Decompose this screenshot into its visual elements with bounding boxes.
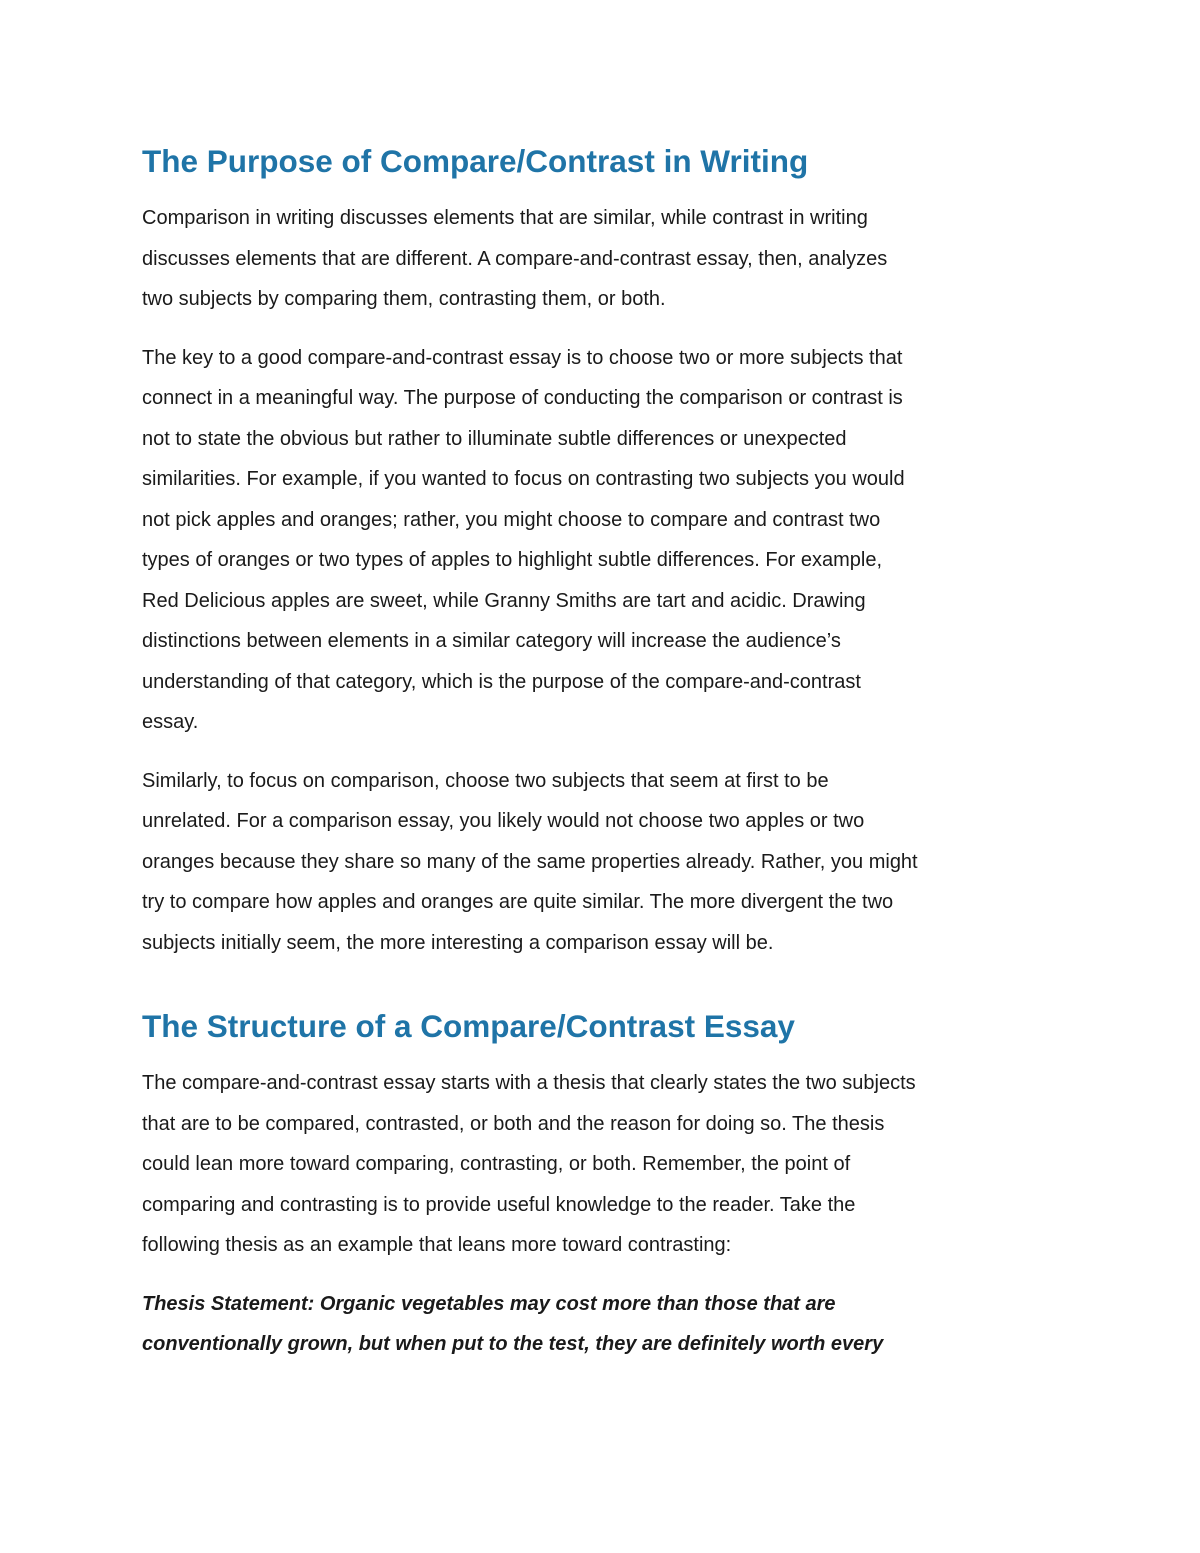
text-line: The compare-and-contrast essay starts with a thesis that clearly states the two subjects [142, 1072, 916, 1094]
section-heading-structure: The Structure of a Compare/Contrast Essay [142, 1008, 795, 1044]
text-line: Red Delicious apples are sweet, while Granny Smiths are tart and acidic. Drawing [142, 589, 866, 612]
text-line: unrelated. For a comparison essay, you likely would not choose two apples or two [142, 810, 865, 832]
text-line: essay. [142, 711, 199, 733]
text-line: Similarly, to focus on comparison, choose two subjects that seem at first to be [142, 769, 829, 792]
paragraph-key-to-good-essay [142, 338, 1067, 743]
thesis-statement [142, 1284, 1067, 1365]
text-line: understanding of that category, which is the purpose of the compare-and-contrast [142, 670, 861, 693]
text-line: try to compare how apples and oranges are quite similar. The more divergent the two [142, 891, 894, 913]
text-line: could lean more toward comparing, contrasting, or both. Remember, the point of [142, 1153, 851, 1175]
paragraph-comparison-definition [142, 198, 1067, 320]
text-line: The key to a good compare-and-contrast essay is to choose two or more subjects that [142, 346, 903, 369]
text-line: types of oranges or two types of apples to highlight subtle differences. For example, [142, 549, 883, 571]
text-line: subjects initially seem, the more interesting a comparison essay will be. [142, 931, 774, 954]
paragraph-essay-structure [142, 1063, 1067, 1266]
text-line: two subjects by comparing them, contrasting them, or both. [142, 288, 666, 310]
text-line: discusses elements that are different. A compare-and-contrast essay, then, analyzes [142, 247, 888, 270]
text-line: that are to be compared, contrasted, or both and the reason for doing so. The thesis [142, 1112, 885, 1135]
text-line: similarities. For example, if you wanted to focus on contrasting two subjects you would [142, 468, 905, 490]
paragraph-focus-on-comparison [142, 761, 1067, 964]
text-line: connect in a meaningful way. The purpose of conducting the comparison or contrast is [142, 387, 903, 409]
text-line: distinctions between elements in a similar category will increase the audience’s [142, 630, 841, 652]
text-line: Comparison in writing discusses elements that are similar, while contrast in writing [142, 207, 868, 229]
section-heading-purpose: The Purpose of Compare/Contrast in Writing [142, 143, 809, 179]
text-line: following thesis as an example that leans more toward contrasting: [142, 1234, 732, 1256]
text-line: not pick apples and oranges; rather, you might choose to compare and contrast two [142, 508, 881, 531]
text-line: Thesis Statement: Organic vegetables may cost more than those that are [142, 1292, 836, 1315]
text-line: conventionally grown, but when put to the test, they are definitely worth every [142, 1333, 884, 1355]
document-page [142, 138, 1067, 1365]
text-line: comparing and contrasting is to provide useful knowledge to the reader. Take the [142, 1193, 856, 1216]
text-line: not to state the obvious but rather to illuminate subtle differences or unexpected [142, 427, 847, 450]
text-line: oranges because they share so many of the same properties already. Rather, you might [142, 850, 918, 873]
